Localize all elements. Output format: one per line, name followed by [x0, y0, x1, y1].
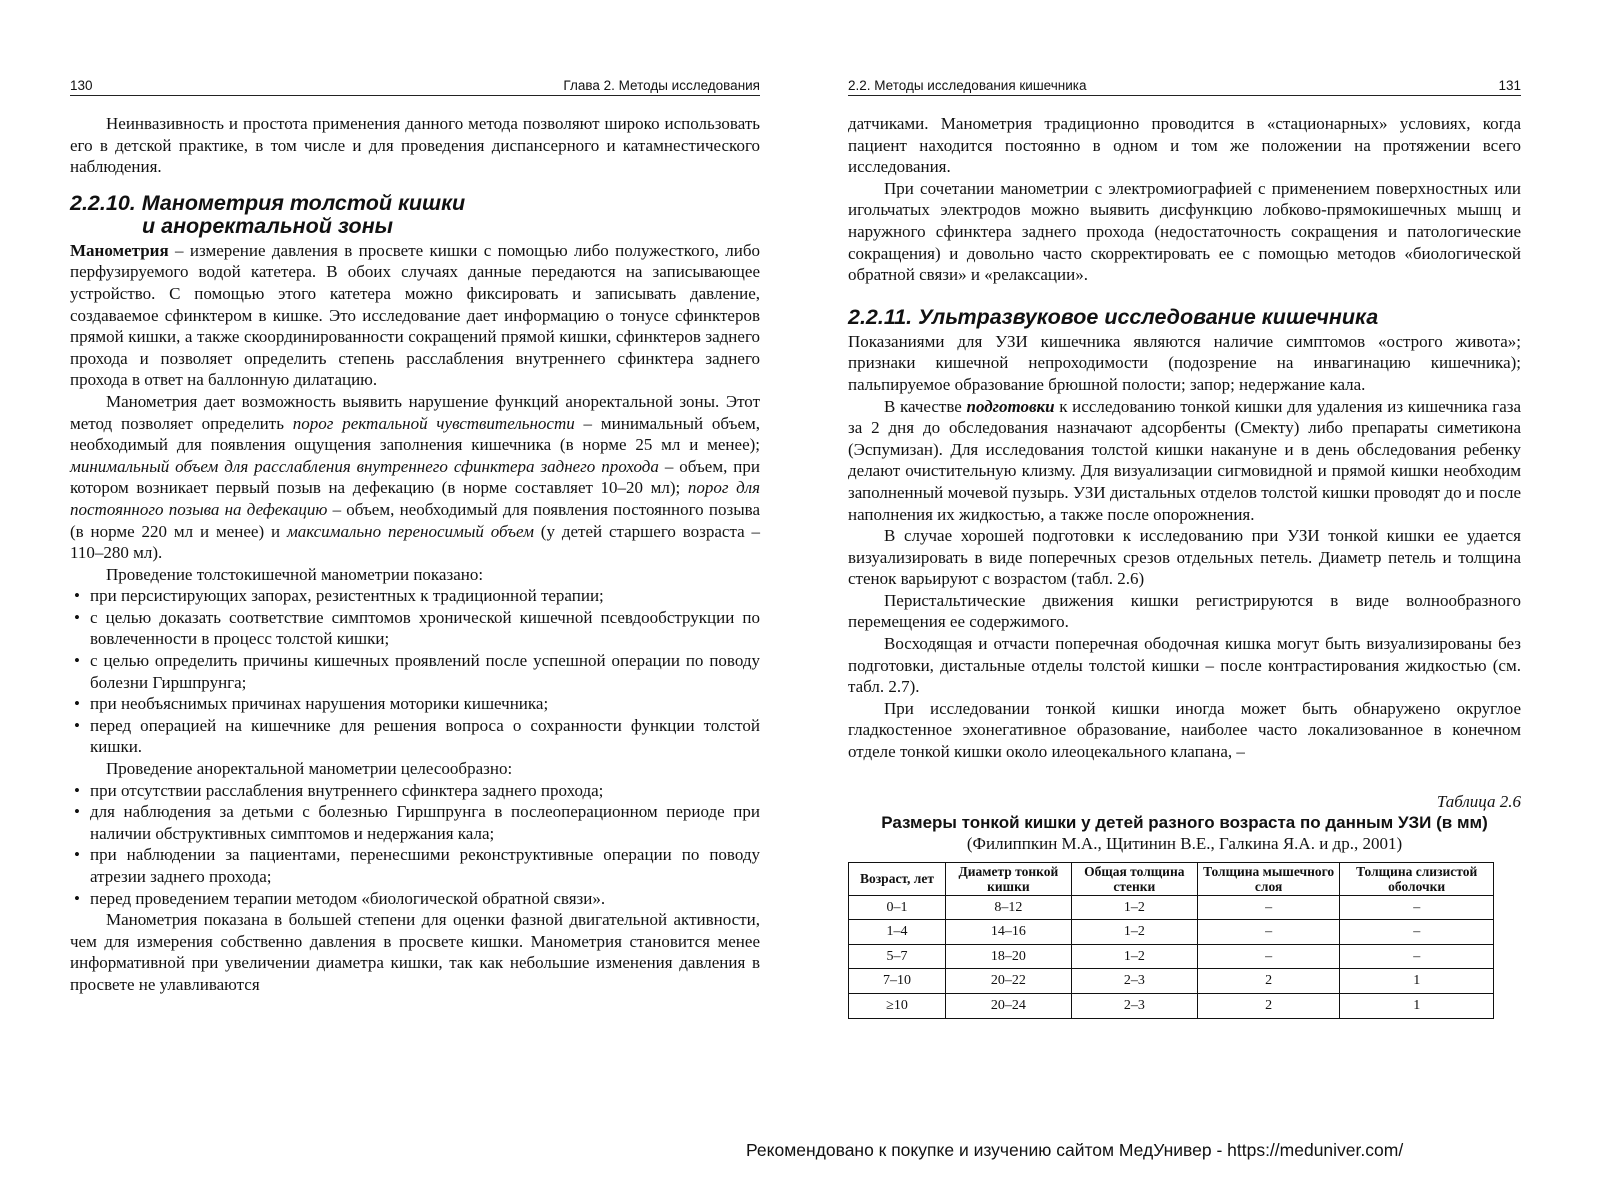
table-header-cell: Толщина мышечного слоя	[1197, 862, 1340, 895]
table-cell: 1–2	[1071, 920, 1197, 945]
list-item: • с целью определить причины кишечных проявлений после успешной операции по поводу болезни Гиршпрунга;	[70, 650, 760, 693]
table-cell: 1	[1340, 994, 1494, 1019]
paragraph-peristalsis: Перистальтические движения кишки регистрируются в виде волнообразного перемещения ее содержимого.	[848, 590, 1521, 632]
list-item: • при наблюдении за пациентами, перенесшими реконструктивные операции по поводу атрезии заднего прохода;	[70, 844, 760, 887]
table-cell: 5–7	[849, 944, 946, 969]
table-cell: –	[1340, 895, 1494, 920]
table-row	[849, 895, 1494, 920]
table-cell: 18–20	[946, 944, 1072, 969]
table-cell: –	[1340, 944, 1494, 969]
table-cell: 20–24	[946, 994, 1072, 1019]
table-cell: 7–10	[849, 969, 946, 994]
table-header-cell: Общая толщина стенки	[1071, 862, 1197, 895]
paragraph-ascending: Восходящая и отчасти поперечная ободочная кишка могут быть визуализированы без подготовки, дистальные отделы толстой кишки – после контрастирования жидкостью (см. табл. 2.7).	[848, 634, 1521, 697]
size-table	[848, 862, 1494, 1019]
indications-list-anorectal	[70, 780, 760, 910]
section-heading-2-2-10: 2.2.10. Манометрия толстой кишки и аноректальной зоны	[70, 190, 466, 238]
table-cell: –	[1340, 920, 1494, 945]
list2-intro: Проведение аноректальной манометрии целесообразно:	[106, 759, 513, 779]
list-item: • с целью доказать соответствие симптомов хронической кишечной псевдообструкции по вовлеченности в процесс толстой кишки;	[70, 607, 760, 650]
table-cell: 2–3	[1071, 969, 1197, 994]
table-header-cell: Возраст, лет	[849, 862, 946, 895]
table-cell: 1	[1340, 969, 1494, 994]
table-row	[849, 994, 1494, 1019]
closing-paragraph: Манометрия показана в большей степени для оценки фазной двигательной активности, чем для измерения собственно давления в просвете кишки. Манометрия становится менее информативной при увеличении диаметра кишки, так как небольшие изменения давления в просвете не улавливаются	[70, 910, 760, 994]
paragraph-emg: При сочетании манометрии с электромиографией с применением поверхностных или игольчатых электродов можно выявить дисфункцию лобково-прямокишечных мышц и наружного сфинктера заднего прохода (недостаточность сокращения и патологические сокращения) и довольно часто скорректировать ее с помощью методов «биологической обратной связи» и «релаксации».	[848, 178, 1521, 285]
list-item: • перед операцией на кишечнике для решения вопроса о сохранности функции толстой кишки.	[70, 715, 760, 758]
page-number: 130	[70, 78, 93, 93]
table-caption: Таблица 2.6	[1436, 791, 1521, 811]
continuation-paragraph: датчиками. Манометрия традиционно проводится в «стационарных» условиях, когда пациент находится постоянно в одном и том же положении на протяжении всего исследования.	[848, 114, 1521, 177]
running-title: Глава 2. Методы исследования	[563, 78, 760, 93]
table-cell: –	[1197, 944, 1340, 969]
table-cell: –	[1197, 920, 1340, 945]
paragraph-last: При исследовании тонкой кишки иногда может быть обнаружено округлое гладкостенное эхонегативное образование, наиболее часто локализованное в конечном отделе тонкой кишки около илеоцекального клапана, –	[848, 698, 1521, 762]
right-body	[848, 113, 1521, 1019]
footer-watermark-text: Рекомендовано к покупке и изучению сайтом МедУнивер - https://meduniver.com/	[746, 1140, 1404, 1160]
paragraph-indications: Показаниями для УЗИ кишечника являются наличие симптомов «острого живота»; признаки кишечной непроходимости (подозрение на инвагинацию кишечника); пальпируемое образование брюшной полости; запор; недержание кала.	[848, 331, 1521, 394]
paragraph-manometry-functions: Манометрия дает возможность выявить нарушение функций аноректальной зоны. Этот метод позволяет определить порог ректальной чувствительности – минимальный объем, необходимый для появления ощущения заполнения кишечника (в норме 25 мл и менее); минимальный объем для расслабления внутреннего сфинктера заднего прохода – объем, при котором возникает первый позыв на дефекацию (в норме составляет 10–20 мл); порог для постоянного позыва на дефекацию – объем, необходимый для появления постоянного позыва (в норме 220 мл и менее) и максимально переносимый объем (у детей старшего возраста – 110–280 мл).	[70, 391, 761, 563]
table-cell: 0–1	[849, 895, 946, 920]
table-cell: ≥10	[849, 994, 946, 1019]
table-row	[849, 920, 1494, 945]
left-body	[70, 113, 760, 996]
table-header-cell: Диаметр тонкой кишки	[946, 862, 1072, 895]
table-cell: 2–3	[1071, 994, 1197, 1019]
table-row	[849, 944, 1494, 969]
running-head-left	[70, 77, 760, 96]
running-head-right	[848, 77, 1521, 96]
table-header-cell: Толщина слизистой оболочки	[1340, 862, 1494, 895]
running-title: 2.2. Методы исследования кишечника	[848, 78, 1087, 93]
list-item: • перед проведением терапии методом «биологической обратной связи».	[70, 888, 760, 910]
table-cell: 1–4	[849, 920, 946, 945]
paragraph-preparation: В качестве подготовки к исследованию тонкой кишки для удаления из кишечника газа за 2 дня до обследования назначают адсорбенты (Смекту) либо препараты симетикона (Эспумизан). Для исследования толстой кишки накануне и в день обследования ребенку делают очистительную клизму. Для визуализации сигмовидной и прямой кишки необходим заполненный мочевой пузырь. УЗИ дистальных отделов толстой кишки проводят до и после наполнения их жидкостью, а также после опорожнения.	[848, 396, 1522, 524]
list-item: • для наблюдения за детьми с болезнью Гиршпрунга в послеоперационном периоде при наличии обструктивных симптомов и недержания кала;	[70, 801, 760, 844]
list-item: • при отсутствии расслабления внутреннего сфинктера заднего прохода;	[70, 780, 760, 802]
table-header-row	[849, 862, 1494, 895]
list-item: • при персистирующих запорах, резистентных к традиционной терапии;	[70, 585, 760, 607]
table-cell: 14–16	[946, 920, 1072, 945]
table-row	[849, 969, 1494, 994]
table-cell: 8–12	[946, 895, 1072, 920]
table-source: (Филиппкин М.А., Щитинин В.Е., Галкина Я.А. и др., 2001)	[966, 833, 1403, 853]
page-number: 131	[1498, 78, 1521, 93]
section-heading-2-2-11: 2.2.11. Ультразвуковое исследование кишечника	[848, 304, 1379, 329]
table-title: Размеры тонкой кишки у детей разного возраста по данным УЗИ (в мм)	[881, 812, 1488, 832]
list1-intro: Проведение толстокишечной манометрии показано:	[106, 564, 484, 584]
table-cell: 2	[1197, 969, 1340, 994]
paragraph-manometry-def: Манометрия – измерение давления в просвете кишки с помощью либо полужесткого, либо перфузируемого водой катетера. В обоих случаях данные передаются на записывающее устройство. С помощью этого катетера можно фиксировать и записывать давление, создаваемое сфинктером в кишке. Это исследование дает информацию о тонусе сфинктеров прямой кишки, а также скоординированности сокращений прямой кишки, сфинктеров заднего прохода и позволяет определить степень расслабления внутреннего сфинктера заднего прохода в ответ на баллонную дилатацию.	[70, 240, 760, 390]
intro-paragraph: Неинвазивность и простота применения данного метода позволяют широко использовать его в детской практике, в том числе и для проведения диспансерного и катамнестического наблюдения.	[70, 114, 760, 177]
list-item: • при необъяснимых причинах нарушения моторики кишечника;	[70, 693, 760, 715]
indications-list-colon	[70, 585, 760, 758]
table-cell: 1–2	[1071, 895, 1197, 920]
table-cell: 2	[1197, 994, 1340, 1019]
paragraph-good-prep: В случае хорошей подготовки к исследованию при УЗИ тонкой кишки ее удается визуализировать в виде поперечных срезов отдельных петель. Диаметр петель и толщина стенок варьируют с возрастом (табл. 2.6)	[848, 526, 1521, 589]
table-cell: 1–2	[1071, 944, 1197, 969]
table-cell: 20–22	[946, 969, 1072, 994]
table-cell: –	[1197, 895, 1340, 920]
